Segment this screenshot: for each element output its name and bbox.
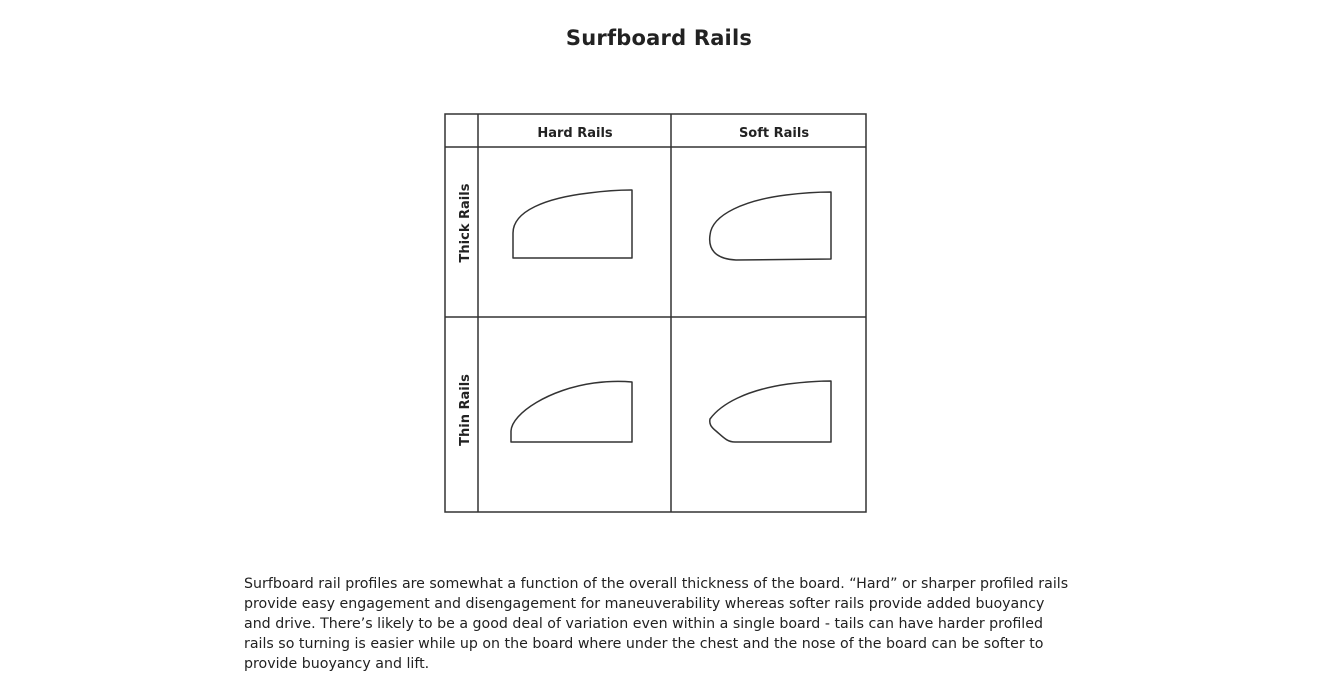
row-header-thin-rails: Thin Rails (458, 374, 473, 446)
description-text: Surfboard rail profiles are somewhat a function of the overall thickness of the board. “Hard” or sharper profiled rails provide easy engagement and disengagement for maneuverability whereas softer rails provide added buoyancy and drive. There’s likely to be a good deal of variation even within a single board - tails can have harder profiled rails so turning is easier while up on the board where under the chest and the nose of the board can be softer to provide buoyancy and lift. (244, 576, 1069, 672)
rail-comparison-diagram (444, 113, 868, 519)
page-title: Surfboard Rails (565, 26, 753, 51)
thin-soft-rail-profile (710, 381, 831, 442)
column-header-hard-rails: Hard Rails (537, 126, 613, 141)
thin-hard-rail-profile (511, 381, 632, 442)
grid-outer-border (445, 114, 866, 512)
thick-soft-rail-profile (710, 192, 831, 260)
row-header-thick-rails: Thick Rails (458, 183, 473, 263)
column-header-soft-rails: Soft Rails (738, 126, 810, 141)
thick-hard-rail-profile (513, 190, 632, 258)
rail-grid-svg (444, 113, 868, 515)
